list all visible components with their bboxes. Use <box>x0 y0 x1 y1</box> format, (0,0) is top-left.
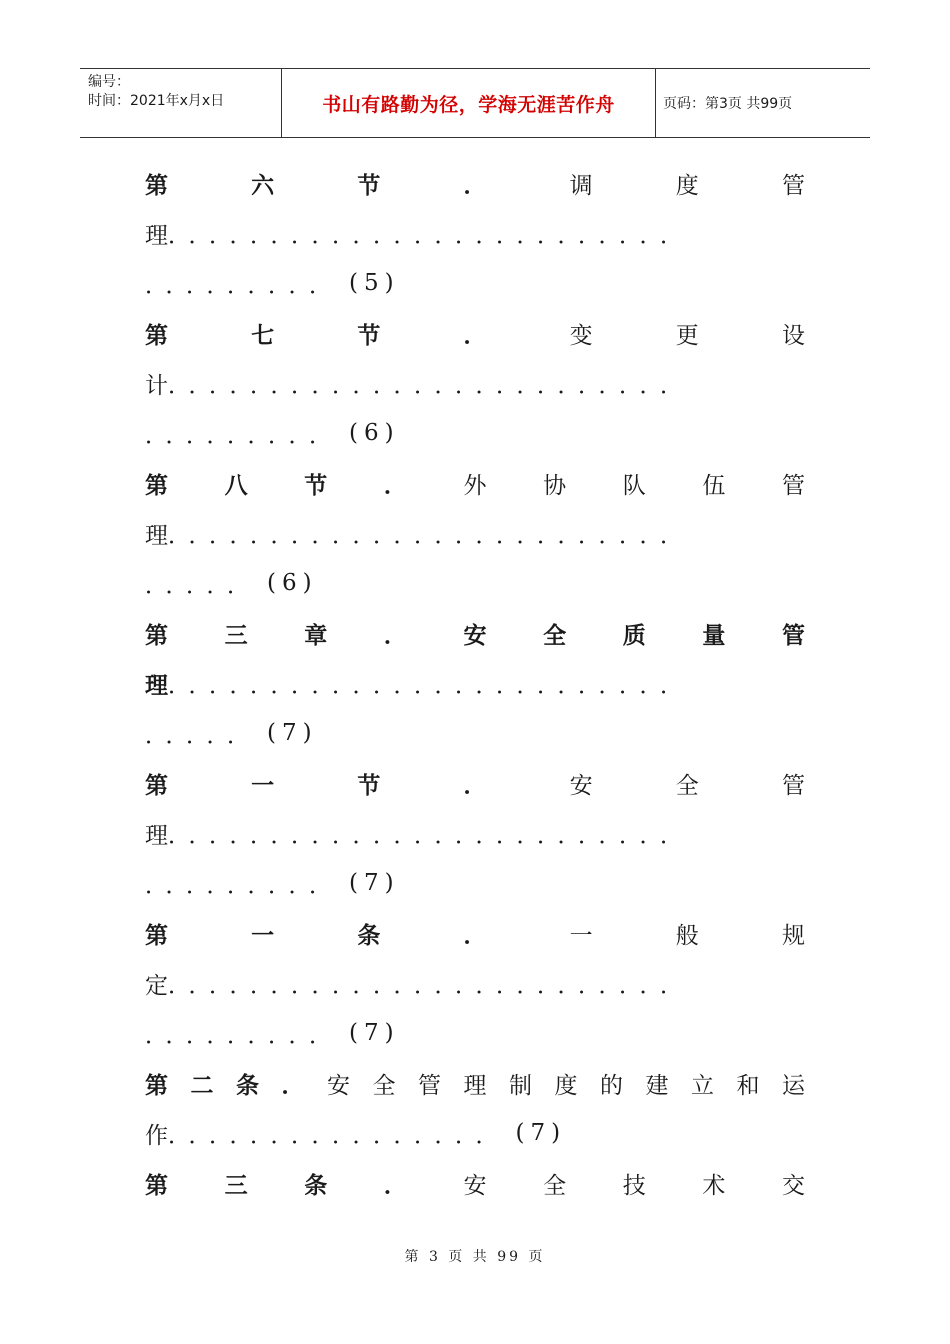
toc-heading-char: 安 <box>569 772 593 799</box>
toc-heading-char: 管 <box>781 772 805 799</box>
toc-heading-char: 安 <box>463 621 487 649</box>
header-page-info: 页码：第3页 共99页 <box>663 96 793 112</box>
toc-heading-char: ． <box>463 171 487 199</box>
toc-heading-char: 度 <box>675 172 699 199</box>
toc-heading-char: 第 <box>145 321 168 349</box>
toc-heading-char: ． <box>463 921 487 949</box>
toc-heading-tail: 定 <box>145 972 168 999</box>
toc-heading-line <box>145 458 805 508</box>
toc-leader-line <box>145 558 805 608</box>
toc-heading-char: 条 <box>236 1071 259 1099</box>
toc-heading-tail: 理 <box>145 222 168 249</box>
toc-heading-char: 全 <box>543 1172 567 1199</box>
toc-leader-line <box>145 1108 805 1158</box>
toc-page-number: (6) <box>349 420 400 446</box>
toc-heading-char: 设 <box>781 322 805 349</box>
toc-heading-char: 节 <box>357 771 381 799</box>
header-motto-cell <box>281 69 656 137</box>
toc-heading-char: 全 <box>372 1072 396 1099</box>
toc-leader-line <box>145 708 805 758</box>
toc-heading-char: 技 <box>622 1172 646 1199</box>
toc-heading-char: 量 <box>702 621 726 649</box>
toc-heading-char: 规 <box>781 922 805 949</box>
toc-leader-line <box>145 808 805 858</box>
toc-heading-char: ． <box>463 321 487 349</box>
toc-heading-char: 运 <box>782 1072 805 1099</box>
toc-heading-char: 调 <box>569 172 593 199</box>
toc-heading-char: 度 <box>554 1072 578 1099</box>
header-page-cell <box>655 69 870 137</box>
toc-heading-char: 章 <box>304 621 328 649</box>
toc-heading-char: 般 <box>675 922 699 949</box>
toc-heading-char: 质 <box>622 621 646 649</box>
toc-heading-char: 一 <box>251 921 275 949</box>
toc-leader-dots: ．．．．．．．．． <box>145 1022 341 1049</box>
toc-heading-char: 队 <box>622 472 646 499</box>
toc-leader-dots: ．．．．．．．．．．．．．．．．．．．．．．．．． <box>168 972 692 999</box>
toc-heading-char: 第 <box>145 771 168 799</box>
toc-leader-dots: ．．．．．．．．． <box>145 872 341 899</box>
toc-heading-char: 二 <box>190 1071 214 1099</box>
toc-page-number: (7) <box>349 1020 400 1046</box>
toc-heading-char: 建 <box>645 1072 669 1099</box>
toc-leader-line <box>145 1008 805 1058</box>
toc-heading-char: 一 <box>569 922 593 949</box>
toc-heading-char: 管 <box>782 472 805 499</box>
toc-page-number: (5) <box>349 270 400 296</box>
toc-heading-char: 六 <box>251 171 275 199</box>
doc-number-label: 编号： <box>88 74 130 90</box>
table-of-contents <box>145 158 805 1208</box>
toc-heading-char: 和 <box>736 1072 760 1099</box>
toc-heading-char: 第 <box>145 171 168 199</box>
toc-heading-char: 的 <box>600 1072 623 1099</box>
toc-heading-char: 理 <box>463 1072 487 1099</box>
page-header <box>80 68 870 138</box>
header-meta <box>80 69 281 137</box>
toc-heading-char: 一 <box>251 771 275 799</box>
header-motto: 书山有路勤为径，学海无涯苦作舟 <box>322 93 615 116</box>
toc-leader-line <box>145 208 805 258</box>
toc-leader-line <box>145 658 805 708</box>
toc-heading-tail: 作 <box>145 1122 168 1149</box>
toc-heading-char: ． <box>383 621 407 649</box>
toc-leader-dots: ．．．．．．．．．．．．．．．．．．．．．．．．． <box>168 522 692 549</box>
toc-heading-char: ． <box>281 1071 305 1099</box>
toc-leader-dots: ．．．．． <box>145 722 259 749</box>
toc-heading-line <box>145 758 805 808</box>
toc-heading-char: 协 <box>543 472 567 499</box>
toc-heading-char: 管 <box>418 1072 441 1099</box>
toc-leader-line <box>145 358 805 408</box>
toc-heading-char: 安 <box>327 1072 350 1099</box>
toc-heading-char: 第 <box>145 471 168 499</box>
toc-heading-char: 更 <box>675 322 699 349</box>
toc-leader-line <box>145 858 805 908</box>
toc-heading-char: 节 <box>357 321 381 349</box>
toc-heading-char: 安 <box>463 1172 487 1199</box>
toc-heading-char: ． <box>463 771 487 799</box>
toc-heading-line <box>145 308 805 358</box>
toc-heading-char: 八 <box>224 471 248 499</box>
toc-heading-char: 管 <box>782 621 805 649</box>
toc-heading-line <box>145 158 805 208</box>
toc-heading-char: ． <box>383 471 407 499</box>
toc-heading-char: ． <box>383 1171 407 1199</box>
toc-heading-char: 条 <box>304 1171 328 1199</box>
toc-heading-tail: 计 <box>145 372 168 399</box>
toc-leader-line <box>145 958 805 1008</box>
toc-heading-tail: 理 <box>145 522 168 549</box>
toc-leader-line <box>145 408 805 458</box>
toc-heading-char: 七 <box>251 321 275 349</box>
toc-heading-char: 伍 <box>702 472 726 499</box>
toc-heading-char: 三 <box>224 621 248 649</box>
toc-heading-char: 外 <box>463 472 487 499</box>
toc-leader-line <box>145 508 805 558</box>
toc-leader-dots: ．．．．．．．．．．．．．．．．．．．．．．．．． <box>168 672 692 699</box>
toc-heading-char: 第 <box>145 1071 168 1099</box>
toc-leader-dots: ．．．．．．．．．．．．．．．．．．．．．．．．． <box>168 222 692 249</box>
toc-heading-char: 管 <box>781 172 805 199</box>
toc-page-number: (7) <box>267 720 318 746</box>
page-footer: 第 3 页 共 99 页 <box>404 1249 546 1265</box>
toc-heading-char: 变 <box>569 322 593 349</box>
toc-page-number: (6) <box>267 570 318 596</box>
toc-leader-dots: ．．．．．．．．．．．．．．．．．．．．．．．．． <box>168 372 692 399</box>
toc-heading-char: 全 <box>675 772 699 799</box>
toc-heading-char: 第 <box>145 921 168 949</box>
toc-heading-char: 立 <box>691 1072 714 1099</box>
toc-heading-char: 制 <box>509 1072 532 1099</box>
toc-page-number: (7) <box>349 870 400 896</box>
toc-heading-char: 三 <box>224 1171 248 1199</box>
toc-heading-char: 第 <box>145 1171 168 1199</box>
toc-heading-char: 术 <box>702 1172 726 1199</box>
toc-heading-tail: 理 <box>145 671 168 699</box>
doc-time-label: 时间：2021年x月x日 <box>88 93 225 109</box>
toc-heading-char: 全 <box>543 621 567 649</box>
toc-leader-dots: ．．．．．．．．． <box>145 422 341 449</box>
toc-heading-line <box>145 608 805 658</box>
toc-heading-char: 节 <box>304 471 328 499</box>
toc-heading-line <box>145 1058 805 1108</box>
toc-heading-char: 第 <box>145 621 168 649</box>
toc-leader-line <box>145 258 805 308</box>
toc-heading-char: 交 <box>782 1172 805 1199</box>
toc-heading-line <box>145 1158 805 1208</box>
toc-leader-dots: ．．．．．．．．．．．．．．．． <box>168 1122 508 1149</box>
toc-heading-line <box>145 908 805 958</box>
toc-leader-dots: ．．．．．．．．． <box>145 272 341 299</box>
toc-page-number: (7) <box>515 1120 567 1146</box>
toc-leader-dots: ．．．．．．．．．．．．．．．．．．．．．．．．． <box>168 822 692 849</box>
toc-leader-dots: ．．．．． <box>145 572 259 599</box>
toc-heading-tail: 理 <box>145 822 168 849</box>
toc-heading-char: 条 <box>357 921 381 949</box>
toc-heading-char: 节 <box>357 171 381 199</box>
